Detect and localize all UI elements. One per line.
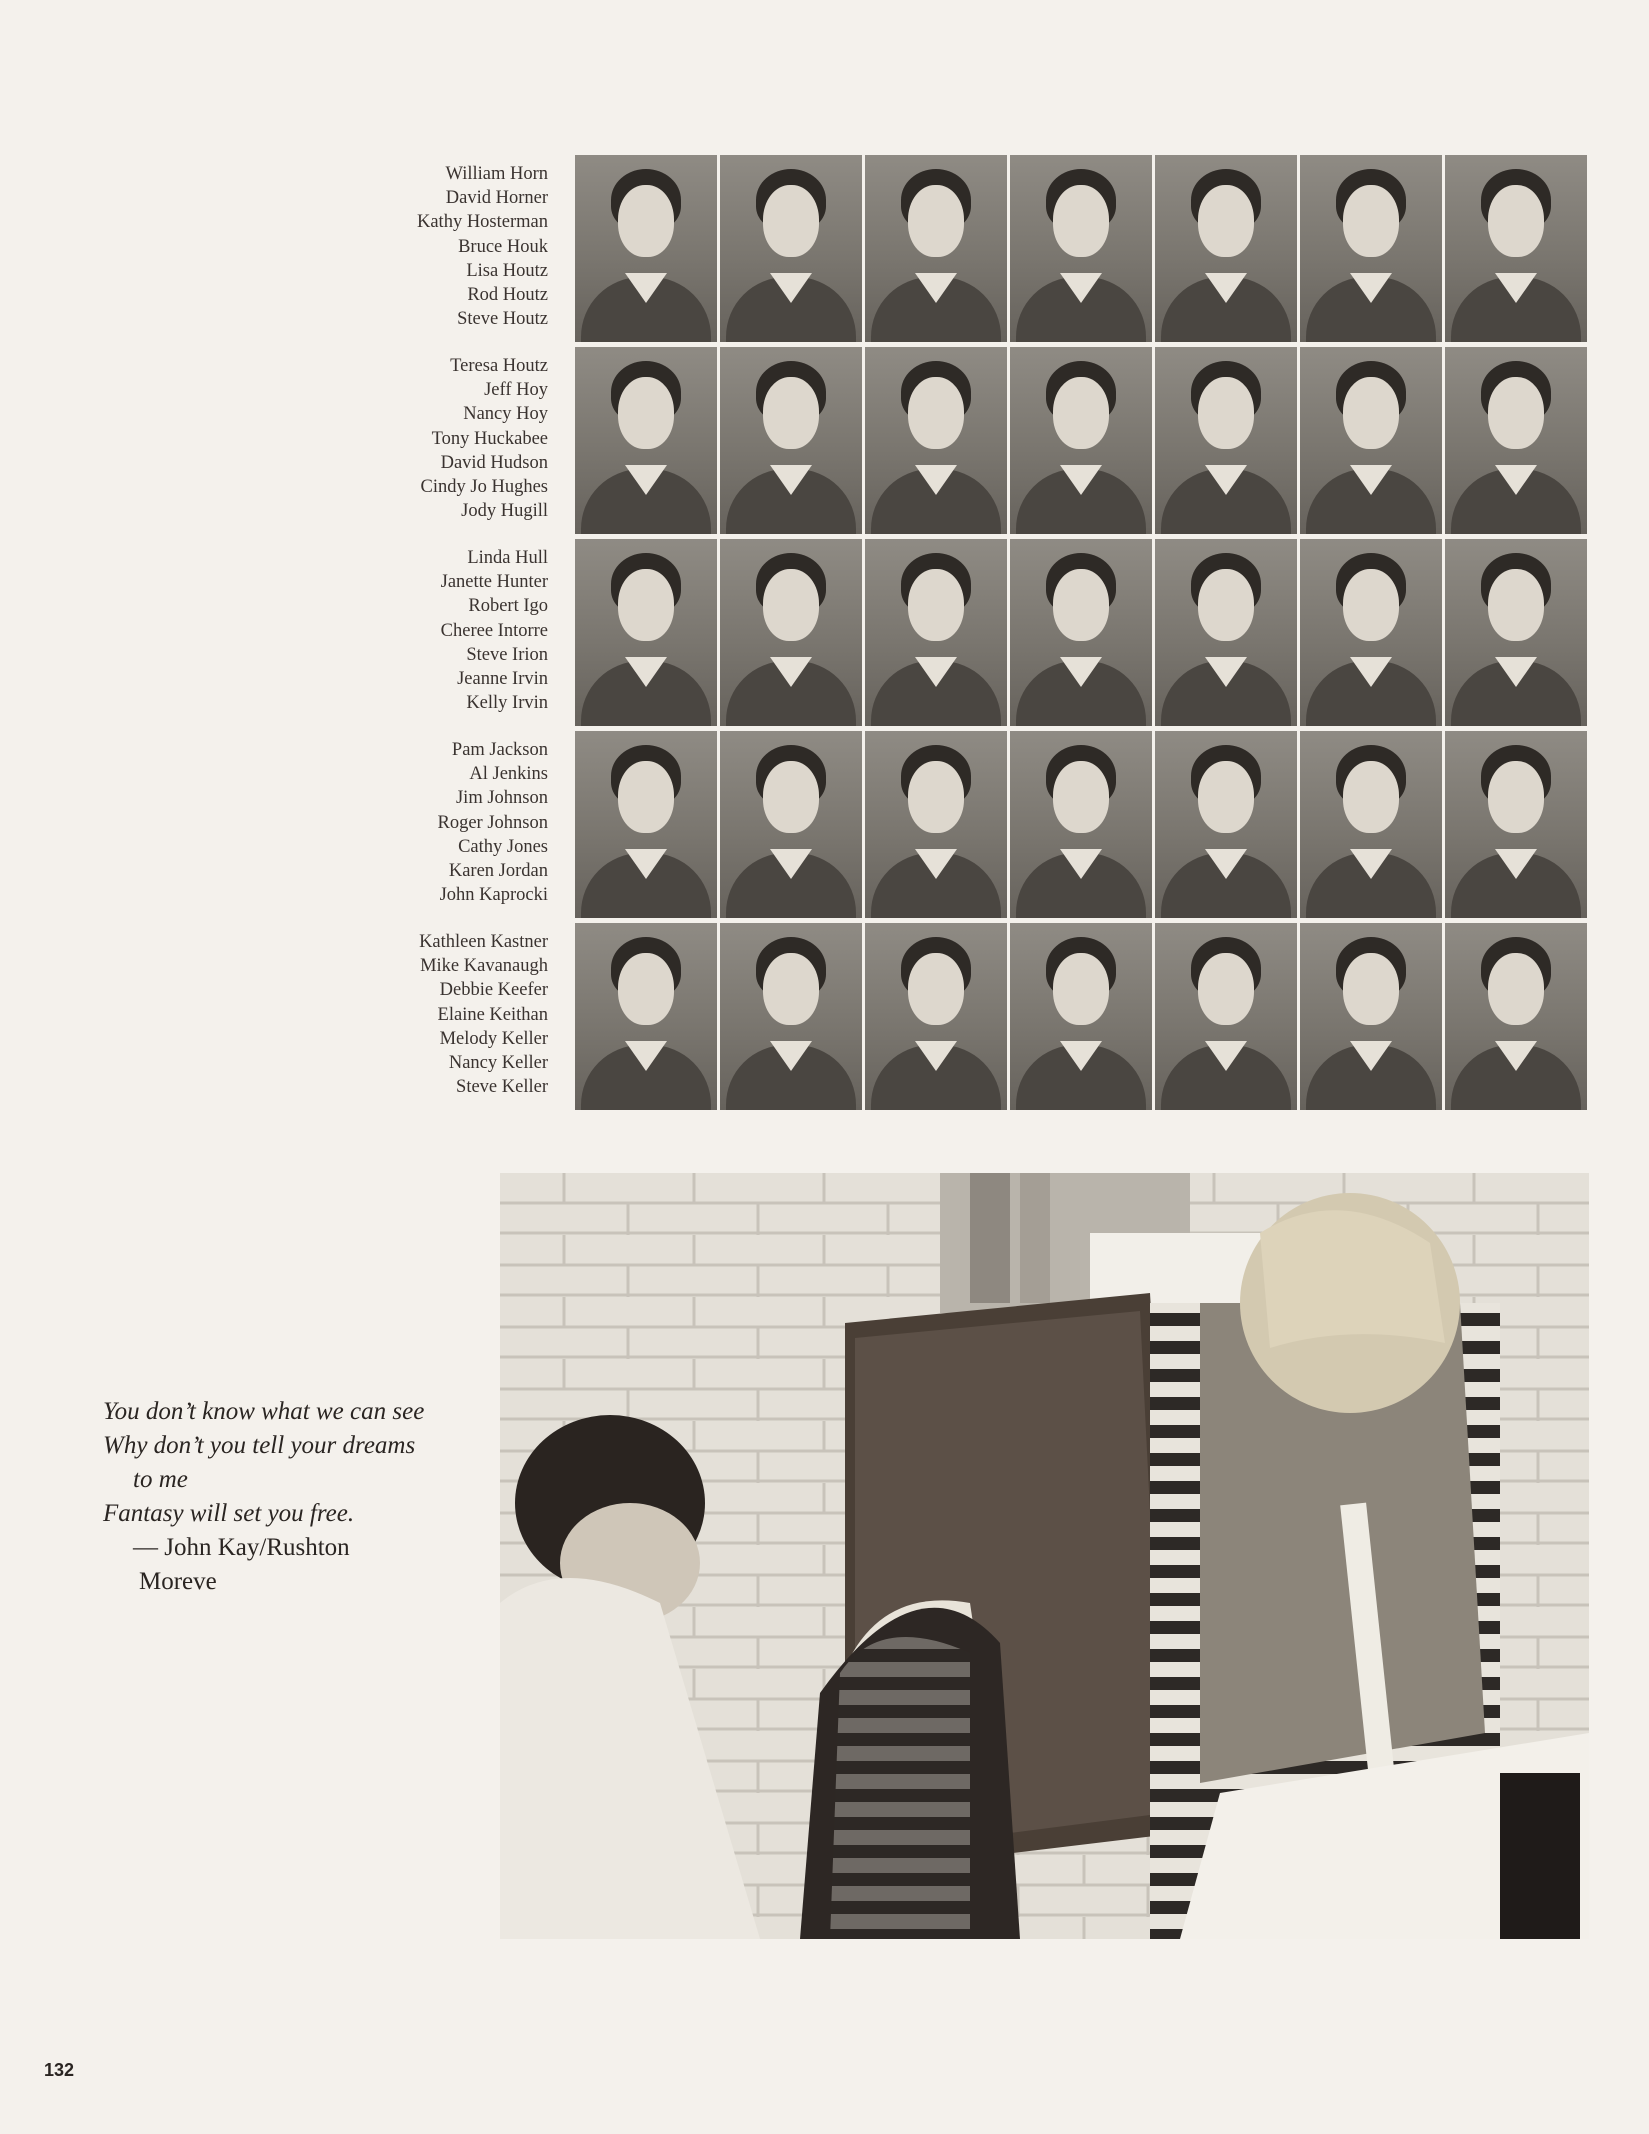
student-name: Cindy Jo Hughes [420,477,548,498]
lyric-line: Fantasy will set you free. [103,1500,355,1527]
portrait-row-5 [575,923,1589,1110]
name-list-group-1 [320,162,548,331]
portrait-face [1198,185,1254,257]
student-portrait [865,155,1007,342]
student-portrait [865,923,1007,1110]
portrait-face [1343,953,1399,1025]
portrait-face [618,953,674,1025]
name-list-group-4 [320,738,548,907]
portrait-face [908,761,964,833]
portrait-face [1343,569,1399,641]
portrait-face [763,953,819,1025]
student-portrait [720,347,862,534]
portrait-face [618,377,674,449]
student-name: Roger Johnson [437,812,548,833]
student-portrait [575,347,717,534]
portrait-face [1198,377,1254,449]
student-portrait [720,923,862,1110]
page-number: 132 [44,2060,75,2080]
portrait-face [1053,377,1109,449]
student-portrait [865,731,1007,918]
student-portrait [575,539,717,726]
student-name: Jeff Hoy [484,380,548,401]
portrait-face [763,377,819,449]
student-name: Robert Igo [468,596,548,617]
student-portrait [1010,539,1152,726]
portrait-face [763,761,819,833]
student-portrait [1010,923,1152,1110]
student-portrait [1155,923,1297,1110]
portrait-face [1053,185,1109,257]
student-name: Steve Keller [456,1077,548,1098]
student-name: Nancy Hoy [463,404,548,425]
student-name: Teresa Houtz [450,356,548,376]
lyric-line: Why don’t you tell your dreams [103,1432,416,1459]
student-portrait [1445,731,1587,918]
student-name: Cathy Jones [458,836,548,857]
student-name: David Hudson [440,452,548,473]
student-portrait [1155,539,1297,726]
student-portrait [1445,923,1587,1110]
student-portrait [1445,539,1587,726]
student-name: David Horner [445,188,548,209]
portrait-face [1198,761,1254,833]
student-name: Karen Jordan [448,861,548,882]
portrait-face [908,377,964,449]
student-name: Pam Jackson [451,740,548,760]
portrait-face [1053,569,1109,641]
portrait-face [1343,185,1399,257]
student-name: Al Jenkins [469,764,548,785]
student-name: Nancy Keller [448,1053,548,1074]
student-portrait [865,539,1007,726]
portrait-face [908,953,964,1025]
student-name: Debbie Keefer [439,980,548,1001]
portrait-face [1198,569,1254,641]
portrait-face [618,185,674,257]
portrait-face [1198,953,1254,1025]
student-portrait [1010,731,1152,918]
student-name: Tony Huckabee [431,428,548,449]
student-portrait [720,731,862,918]
student-name: Melody Keller [439,1028,548,1049]
portrait-face [1488,953,1544,1025]
song-lyric-quote [103,1395,503,1599]
student-name: Elaine Keithan [437,1004,548,1025]
student-name: William Horn [445,164,548,184]
student-name: Jim Johnson [455,788,548,809]
student-portrait [1155,731,1297,918]
student-name: Jeanne Irvin [457,669,548,690]
portrait-row-3 [575,539,1589,726]
portrait-face [763,569,819,641]
student-portrait [575,731,717,918]
portrait-row-4 [575,731,1589,918]
student-name: Kathleen Kastner [419,932,548,952]
student-portrait [1300,347,1442,534]
student-portrait [865,347,1007,534]
student-name: Steve Houtz [457,309,548,330]
student-name: Steve Irion [466,644,548,665]
portrait-face [1053,761,1109,833]
student-portrait [720,155,862,342]
portrait-face [908,569,964,641]
student-name: Rod Houtz [467,285,548,306]
student-portrait [1010,155,1152,342]
student-portrait [720,539,862,726]
student-name: Kathy Hosterman [416,212,548,233]
portrait-face [1053,953,1109,1025]
lyric-line: You don’t know what we can see [103,1398,425,1425]
student-portrait [1300,155,1442,342]
lyric-attribution: — John Kay/Rushton [133,1534,350,1561]
student-portrait [1300,731,1442,918]
student-name: Linda Hull [467,548,548,568]
lyric-attribution-cont: Moreve [139,1568,217,1595]
student-name: Kelly Irvin [466,693,548,714]
student-portrait [1155,155,1297,342]
portrait-face [1488,761,1544,833]
student-portrait [1010,347,1152,534]
name-list-group-5 [320,930,548,1099]
portrait-face [1343,377,1399,449]
portrait-face [1488,185,1544,257]
portrait-face [1343,761,1399,833]
name-list-group-2 [320,354,548,523]
student-portrait [1155,347,1297,534]
student-portrait [575,155,717,342]
student-portrait [1445,347,1587,534]
portrait-face [763,185,819,257]
student-portrait [1445,155,1587,342]
student-portrait [1300,923,1442,1110]
portrait-face [908,185,964,257]
student-name: John Kaprocki [439,885,548,906]
name-list-group-3 [320,546,548,715]
student-name: Bruce Houk [458,236,548,257]
candid-classroom-photo [500,1173,1589,1939]
portrait-row-2 [575,347,1589,534]
portrait-row-1 [575,155,1589,342]
classroom-photo-image [500,1173,1589,1939]
student-name: Mike Kavanaugh [420,956,548,977]
student-name: Janette Hunter [440,572,548,593]
lyric-line: to me [133,1466,188,1493]
portrait-face [618,761,674,833]
portrait-face [1488,569,1544,641]
portrait-face [618,569,674,641]
student-portrait [1300,539,1442,726]
student-name: Cheree Intorre [440,620,548,641]
student-name: Lisa Houtz [466,260,548,281]
student-name: Jody Hugill [461,501,548,522]
portrait-face [1488,377,1544,449]
student-portrait [575,923,717,1110]
